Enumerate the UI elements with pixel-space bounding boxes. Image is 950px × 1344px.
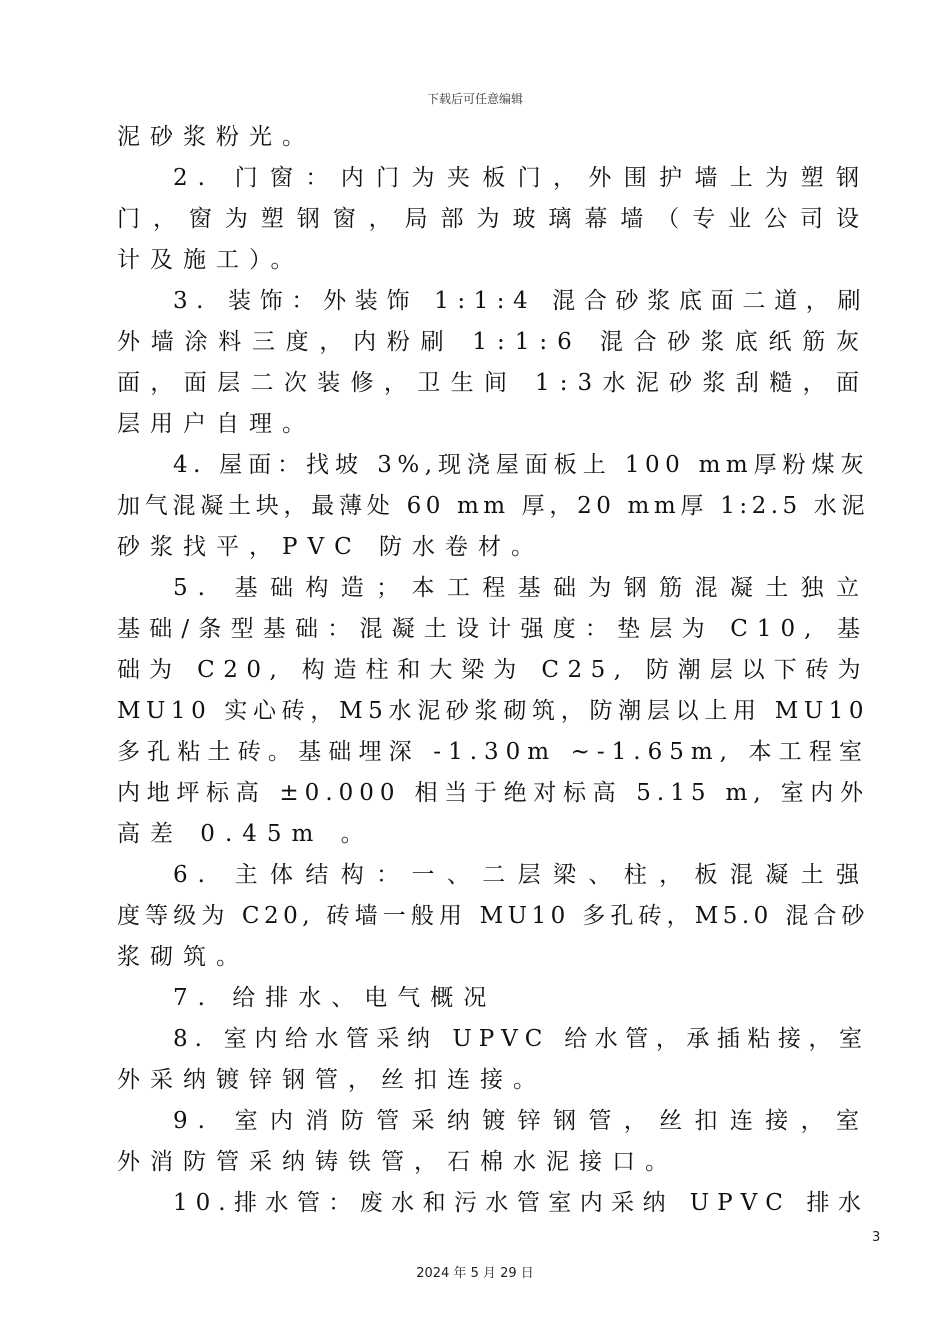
- text-line: 外消防管采纳铸铁管，石棉水泥接口。: [117, 1149, 678, 1175]
- text-line: 计及施工）。: [117, 247, 304, 273]
- text-line: 度等级为 C20, 砖墙一般用 MU10 多孔砖，M5.0 混合砂: [117, 903, 869, 929]
- text-line: 面，面层二次装修，卫生间 1:3水泥砂浆刮糙，面: [117, 370, 869, 396]
- text-line: 10.排水管：废水和污水管室内采纳 UPVC 排水: [173, 1190, 869, 1216]
- text-line: 内地坪标高 ±0.000 相当于绝对标高 5.15 m, 室内外: [117, 780, 869, 806]
- text-line: 砂浆找平，PVC 防水卷材。: [117, 534, 544, 560]
- page-footer-date: 2024 年 5 月 29 日: [416, 1266, 534, 1281]
- text-line: 8. 室内给水管采纳 UPVC 给水管，承插粘接，室: [173, 1026, 869, 1052]
- text-line: 5. 基础构造；本工程基础为钢筋混凝土独立: [173, 575, 869, 601]
- text-line: 7. 给排水、电气概况: [173, 985, 497, 1011]
- text-line: 4. 屋面：找坡 3%,现浇屋面板上 100 mm厚粉煤灰: [173, 452, 869, 478]
- page-number: 3: [872, 1230, 881, 1245]
- text-line: 2. 门窗：内门为夹板门，外围护墙上为塑钢: [173, 165, 869, 191]
- text-line: 外墙涂料三度，内粉刷 1:1:6 混合砂浆底纸筋灰: [117, 329, 869, 355]
- text-line: 层用户自理。: [117, 411, 315, 437]
- text-line: 础为 C20, 构造柱和大梁为 C25, 防潮层以下砖为: [117, 657, 869, 683]
- text-line: 高差 0.45m 。: [117, 821, 374, 847]
- text-line: 基础/条型基础：混凝土设计强度：垫层为 C10, 基: [117, 616, 869, 642]
- text-line: 浆砌筑。: [117, 944, 249, 970]
- text-line: 多孔粘土砖。基础埋深 -1.30m ~-1.65m, 本工程室: [117, 739, 869, 765]
- text-line: 门，窗为塑钢窗，局部为玻璃幕墙（专业公司设: [117, 206, 869, 232]
- text-line: 6. 主体结构：一、二层梁、柱，板混凝土强: [173, 862, 869, 888]
- text-line: 泥砂浆粉光。: [117, 124, 315, 150]
- page-header: 下载后可任意编辑: [426, 92, 523, 106]
- text-line: 外采纳镀锌钢管，丝扣连接。: [117, 1067, 546, 1093]
- text-line: 9. 室内消防管采纳镀锌钢管，丝扣连接，室: [173, 1108, 869, 1134]
- text-line: 3. 装饰：外装饰 1:1:4 混合砂浆底面二道，刷: [173, 288, 869, 314]
- text-line: 加气混凝土块，最薄处 60 mm 厚，20 mm厚 1:2.5 水泥: [117, 493, 869, 519]
- text-line: MU10 实心砖，M5水泥砂浆砌筑，防潮层以上用 MU10: [117, 698, 869, 724]
- body-text: [117, 117, 869, 1224]
